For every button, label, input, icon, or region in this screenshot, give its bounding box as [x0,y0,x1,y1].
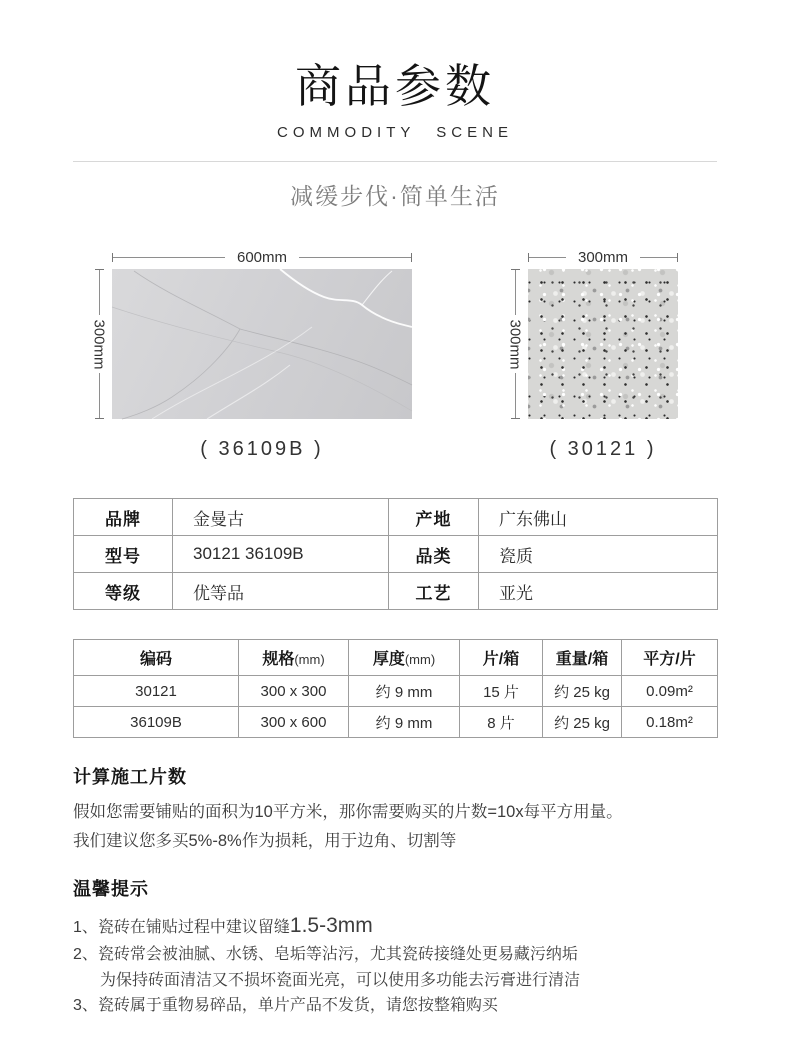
spec-cell: 约 25 kg [543,676,622,707]
table-row [74,676,718,707]
dimension-tick-icon [411,253,412,262]
spec-header-pieces-per-box [460,640,543,676]
info-value-brand: 金曼古 [173,499,389,536]
tile-image-marble [112,269,412,419]
header-text: 规格 [262,651,295,669]
spec-cell: 0.09m² [622,676,718,707]
header-divider [73,161,717,162]
width-dimension-line [528,245,678,269]
dimension-tick-icon [95,418,104,419]
width-dimension-line [112,245,412,269]
tip-item-1 [73,911,717,941]
dimension-line [113,257,225,258]
tile-figure-30121 [502,245,678,461]
tile-figure-grid [86,245,412,419]
height-dimension-label: 300mm [506,319,524,370]
calc-line-1: 假如您需要铺贴的面积为10平方米，那你需要购买的片数=10x每平方用量。 [73,803,623,822]
tile-figure-grid [502,245,678,419]
header-unit: (mm) [404,652,436,668]
header-unit: (mm) [294,652,325,668]
height-dimension-labelbox [504,315,526,373]
tip-item-3: 3、瓷砖属于重物易碎品，单片产品不发货，请您按整箱购买 [73,996,498,1014]
info-label-grade: 等级 [74,573,173,610]
spec-header-code [74,640,239,676]
info-value-finish: 亚光 [479,573,718,610]
calc-section [73,763,717,855]
dimension-tick-icon [677,253,678,262]
spec-cell: 约 25 kg [543,707,622,738]
calc-heading: 计算施工片数 [73,767,187,788]
height-dimension-line [502,269,528,419]
product-info-table [73,498,718,610]
width-dimension-label: 600mm [236,248,288,266]
page-subtitle-en: COMMODITY SCENE [277,124,513,142]
dimension-line [299,257,411,258]
spec-cell: 36109B [74,707,239,738]
dimension-line [640,257,677,258]
tip1-highlight: 1.5-3mm [289,914,373,938]
table-header-row [74,640,718,676]
table-row [74,707,718,738]
info-value-origin: 广东佛山 [479,499,718,536]
info-value-category: 瓷质 [479,536,718,573]
info-label-category: 品类 [389,536,479,573]
spec-cell: 约 9 mm [349,676,460,707]
table-row [74,499,718,536]
info-label-finish: 工艺 [389,573,479,610]
dimension-line [529,257,566,258]
dimension-line [99,373,100,418]
spec-cell: 约 9 mm [349,707,460,738]
info-label-model: 型号 [74,536,173,573]
height-dimension-labelbox [88,315,110,373]
tile-caption: ( 30121 ) [549,438,657,461]
header-text: 片/箱 [482,651,520,669]
dimension-line [99,270,100,315]
header-text: 平方/片 [643,651,696,669]
header-text: 厚度 [372,651,405,669]
table-row [74,573,718,610]
header-text: 编码 [139,651,172,669]
info-value-model: 30121 36109B [173,536,389,573]
spec-cell: 0.18m² [622,707,718,738]
tip1-text: 1、瓷砖在铺贴过程中建议留缝 [73,919,290,937]
height-dimension-line [86,269,112,419]
marble-veins-graphic [112,269,412,419]
info-label-origin: 产地 [389,499,479,536]
spec-cell: 30121 [74,676,239,707]
spec-cell: 300 x 600 [239,707,349,738]
dimension-tick-icon [511,418,520,419]
dimension-line [515,373,516,418]
tile-image-terrazzo [528,269,678,419]
tagline: 减缓步伐·简单生活 [290,183,500,210]
calc-line-2: 我们建议您多买5%-8%作为损耗，用于边角、切割等 [73,831,457,850]
spec-cell: 15 片 [460,676,543,707]
spec-table [73,639,718,738]
tile-figures-row [73,245,717,461]
tips-list [73,911,717,1017]
tip-item-2-continued: 为保持砖面清洁又不损坏瓷面光亮，可以使用多功能去污膏进行清洁 [100,971,581,989]
header-text: 重量/箱 [555,651,609,669]
calc-body [73,798,717,855]
tile-figure-36109b [86,245,412,461]
spec-header-size [239,640,349,676]
width-dimension-label: 300mm [577,248,629,266]
info-value-grade: 优等品 [173,573,389,610]
spec-cell: 300 x 300 [239,676,349,707]
tips-heading: 温馨提示 [73,879,149,900]
tips-section [73,875,717,1017]
tile-caption: ( 36109B ) [200,438,324,461]
spec-header-thickness [349,640,460,676]
info-label-brand: 品牌 [74,499,173,536]
spec-cell: 8 片 [460,707,543,738]
spec-header-area-per-piece [622,640,718,676]
spec-header-weight-per-box [543,640,622,676]
tip-item-2: 2、瓷砖常会被油腻、水锈、皂垢等沾污，尤其瓷砖接缝处更易藏污纳垢 [73,946,578,964]
page-title: 商品参数 [295,60,495,112]
page-content [73,62,717,1017]
table-row [74,536,718,573]
height-dimension-label: 300mm [90,319,108,370]
dimension-line [515,270,516,315]
